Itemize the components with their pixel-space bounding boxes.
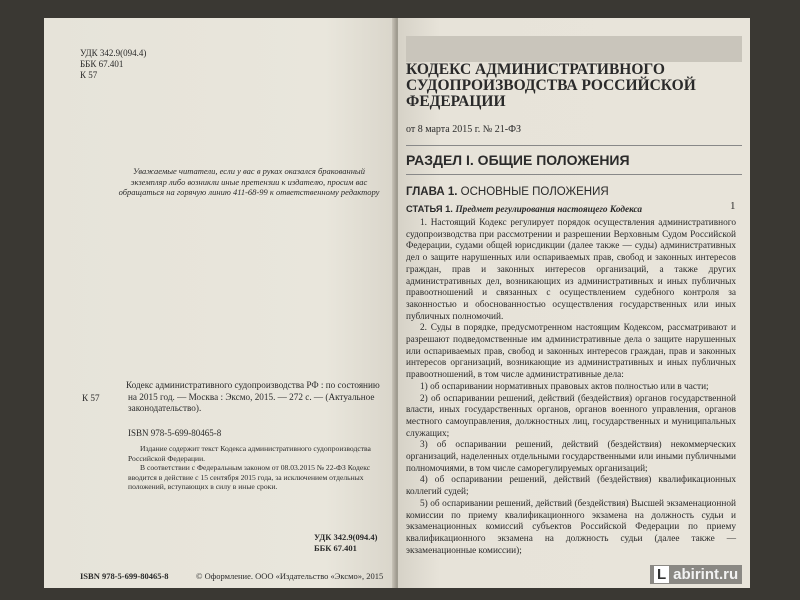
classification-codes [80, 48, 146, 81]
article-number: СТАТЬЯ 1. [406, 204, 453, 214]
udk-code-bottom: УДК 342.9(094.4) [314, 532, 378, 542]
list-item-1: 1) об оспаривании нормативных правовых актов полностью или в части; [420, 381, 709, 392]
paragraph-2: 2. Суды в порядке, предусмотренном настоящим Кодексом, рассматривают и разрешают подведомственные им административные дела о защите нарушенных или оспариваемых прав, свобод и законных интересов граждан, прав и законных интересов организаций, возникающие из административных и иных публичных правоотношений, в том числе административные дела: [406, 323, 736, 381]
classification-codes-bottom [314, 532, 377, 553]
paragraph-1: 1. Настоящий Кодекс регулирует порядок осуществления административного судопроизводства при рассмотрении и разрешении Верховным Судом Российской Федерации, судами общей юрисдикции (далее также — суды) административных дел о защите нарушенных или оспариваемых прав, свобод и законных интересов граждан, прав и законных интересов организаций, а также других административных дел, возникающих из административных и иных публичных правоотношений и связанных с осуществлением судебного контроля за законностью и обоснованностью осуществления государственных или иных публичных полномочий. [406, 218, 736, 322]
biblio-author-mark: К 57 [82, 393, 100, 403]
bbk-code: ББК 67.401 [80, 59, 124, 69]
list-item-3: 3) об оспаривании решений, действий (бездействия) некоммерческих организаций, наделенных отдельными государственными или иными публичными полномочиями, в том числе саморегулируемых организаций; [406, 440, 736, 474]
list-item-2: 2) об оспаривании решений, действий (бездействия) органов государственной власти, иных государственных органов, органов военного управления, органов местного самоуправления, должностных лиц, государственных и муниципальных служащих; [406, 393, 736, 439]
author-mark: К 57 [80, 70, 98, 80]
udk-code: УДК 342.9(094.4) [80, 48, 147, 58]
footer-copyright: © Оформление. ООО «Издательство «Эксмо», 2015 [196, 571, 384, 581]
chapter-title: ОСНОВНЫЕ ПОЛОЖЕНИЯ [460, 186, 609, 198]
annotation-line-2: В соответствии с Федеральным законом от 08.03.2015 № 22-ФЗ Кодекс вводится в действие с 15 сентября 2015 года, за исключением отдельных положений, вступающих в силу в иные сроки. [128, 463, 371, 492]
header-band [406, 36, 742, 62]
biblio-description: Кодекс административного судопроизводства РФ : по состоянию на 2015 год. — Москва : Эксмо, 2015. — 272 с. — (Актуальное законодательство). [126, 380, 380, 413]
annotation-line-1: Издание содержит текст Кодекса административного судопроизводства Российской Федерации. [128, 444, 371, 463]
chapter-number: ГЛАВА 1. [406, 186, 458, 198]
section-heading: РАЗДЕЛ I. ОБЩИЕ ПОЛОЖЕНИЯ [406, 145, 742, 175]
bibliographic-record [82, 380, 382, 415]
list-item-4: 4) об оспаривании решений, действий (бездействия) квалификационных коллегий судей; [406, 475, 736, 498]
article-heading [406, 204, 686, 215]
footer-isbn: ISBN 978-5-699-80465-8 [80, 571, 169, 581]
watermark-letter: L [654, 566, 669, 583]
isbn: ISBN 978-5-699-80465-8 [128, 428, 222, 438]
code-title: КОДЕКС АДМИНИСТРАТИВНОГО СУДОПРОИЗВОДСТВА РОССИЙСКОЙ ФЕДЕРАЦИИ [406, 61, 696, 110]
article-body [406, 218, 736, 557]
watermark-logo [650, 565, 742, 584]
article-title: Предмет регулирования настоящего Кодекса [455, 205, 643, 215]
annotation [128, 444, 378, 492]
left-page [44, 18, 396, 588]
right-page [398, 18, 750, 588]
chapter-heading [406, 186, 609, 198]
list-item-5: 5) об оспаривании решений, действий (бездействия) Высшей экзаменационной комиссии по приему квалификационного экзамена на должность судьи и экзаменационных комиссий субъектов Российской Федерации по приему квалификационного экзамена на должность судьи (далее также — экзаменационные комиссии); [406, 498, 736, 556]
code-date: от 8 марта 2015 г. № 21-ФЗ [406, 124, 521, 135]
watermark-text: abirint.ru [673, 566, 739, 583]
bbk-code-bottom: ББК 67.401 [314, 542, 357, 553]
margin-number: 1 [730, 200, 736, 212]
reader-notice: Уважаемые читатели, если у вас в руках оказался бракованный экземпляр либо возникли иные претензии к издателю, просим вас обращаться на горячую линию 411-68-99 к ответственному редактору [118, 166, 380, 197]
